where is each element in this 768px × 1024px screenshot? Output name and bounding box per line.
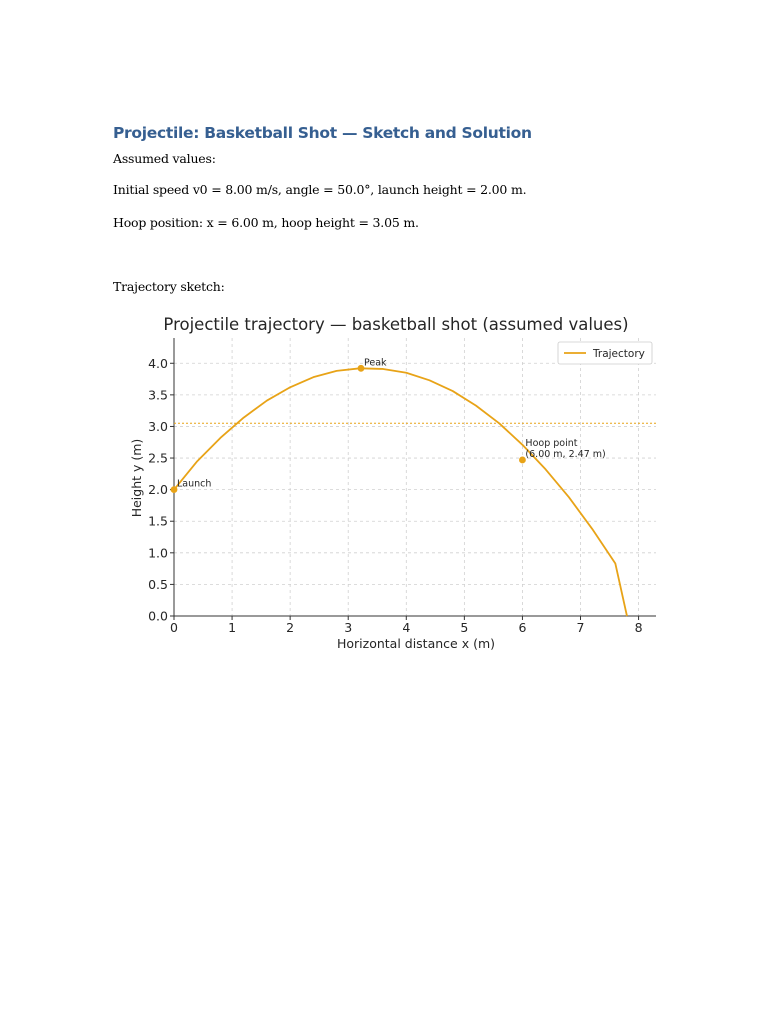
legend-label: Trajectory [593, 348, 645, 360]
chart-legend [558, 342, 652, 364]
assumed-values-heading: Assumed values: [113, 151, 216, 166]
trajectory-figure [122, 308, 666, 656]
y-axis-label: Height y (m) [129, 438, 144, 518]
x-axis-label: Horizontal distance x (m) [336, 636, 496, 651]
x-tick-label: 6 [518, 620, 527, 635]
point-label: Hoop point [525, 437, 578, 449]
point-label: Peak [363, 357, 387, 369]
initial-conditions-text: Initial speed v0 = 8.00 m/s, angle = 50.0°, launch height = 2.00 m. [113, 182, 527, 197]
x-tick-label: 2 [286, 620, 295, 635]
x-tick-label: 7 [576, 620, 585, 635]
y-tick-label: 1.5 [148, 513, 168, 529]
point-label: (6.00 m, 2.47 m) [525, 448, 606, 460]
y-tick-label: 1.0 [148, 545, 168, 561]
x-tick-label: 5 [460, 620, 469, 635]
y-tick-label: 3.5 [148, 387, 168, 403]
plot-background [174, 338, 656, 616]
point-label: Launch [177, 478, 212, 490]
x-tick-label: 8 [634, 620, 643, 635]
x-tick-label: 3 [344, 620, 353, 635]
trajectory-sketch-caption: Trajectory sketch: [113, 279, 225, 294]
y-tick-label: 0.5 [148, 576, 168, 592]
x-tick-label: 4 [402, 620, 411, 635]
y-tick-label: 2.5 [148, 450, 168, 466]
chart-grid [174, 338, 656, 616]
trajectory-chart [122, 308, 666, 656]
document-title: Projectile: Basketball Shot — Sketch and Solution [113, 124, 532, 142]
y-tick-label: 3.0 [148, 418, 168, 434]
x-tick-label: 0 [170, 620, 178, 635]
x-tick-label: 1 [228, 620, 237, 635]
chart-title: Projectile trajectory — basketball shot (assumed values) [163, 315, 629, 334]
y-tick-label: 4.0 [148, 355, 168, 371]
y-tick-label: 2.0 [148, 482, 168, 498]
hoop-position-text: Hoop position: x = 6.00 m, hoop height = 3.05 m. [113, 215, 419, 230]
y-tick-label: 0.0 [148, 608, 168, 624]
